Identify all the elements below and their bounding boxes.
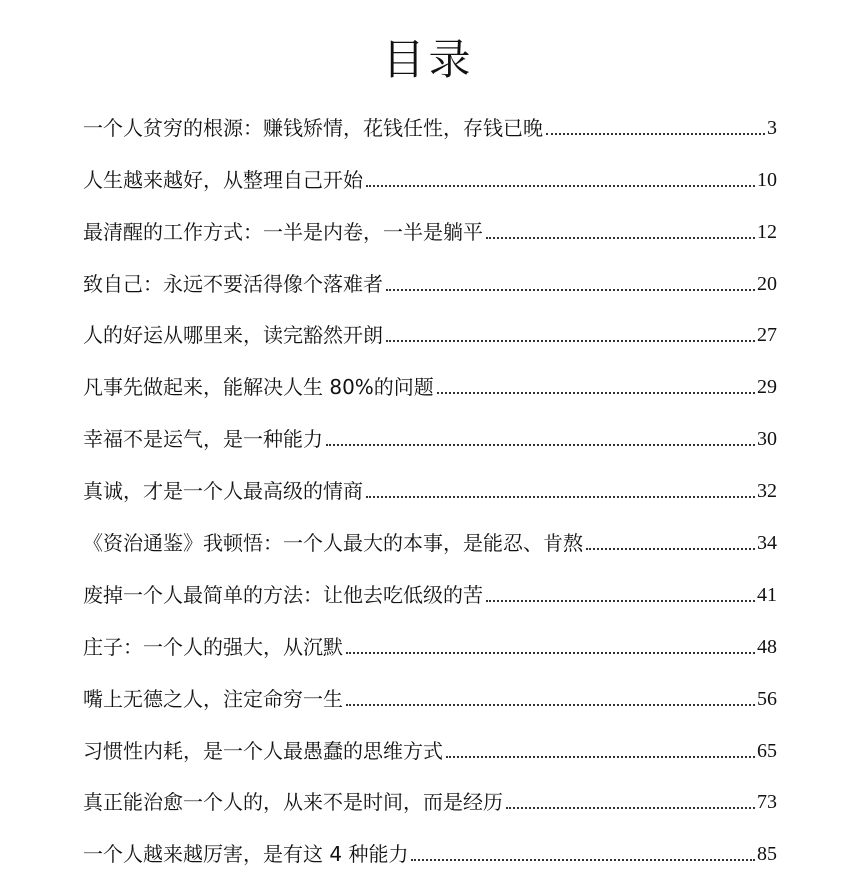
dot-leader [346,652,755,654]
toc-entry-title: 一个人贫穷的根源：赚钱矫情，花钱任性，存钱已晚 [83,115,543,140]
toc-entry-title: 人的好运从哪里来，读完豁然开朗 [83,323,383,348]
toc-entry[interactable] [83,206,777,258]
toc-entry-page: 34 [757,532,777,555]
toc-entry-page: 27 [757,324,777,347]
dot-leader [437,392,755,394]
toc-entry[interactable] [83,828,777,880]
toc-entry-title: 《资治通鉴》我顿悟：一个人最大的本事，是能忍、肯熬 [83,531,583,556]
toc-entry-title: 习惯性内耗，是一个人最愚蠢的思维方式 [83,738,443,763]
toc-entry-page: 20 [757,272,777,295]
toc-entry-page: 56 [757,687,777,710]
toc-entry[interactable] [83,154,777,206]
dot-leader [486,600,755,602]
toc-entry-page: 41 [757,583,777,606]
toc-entry-page: 10 [757,168,777,191]
toc-entry-title: 真诚，才是一个人最高级的情商 [83,479,363,504]
dot-leader [326,444,755,446]
toc-entry[interactable] [83,465,777,517]
dot-leader [546,133,765,135]
toc-entry-page: 29 [757,376,777,399]
toc-entry-page: 73 [757,791,777,814]
toc-entry-title: 一个人越来越厉害，是有这 4 种能力 [83,842,409,867]
toc-entry-title: 幸福不是运气，是一种能力 [83,427,323,452]
toc-entry[interactable] [83,621,777,673]
toc-entry[interactable] [83,517,777,569]
toc-entry[interactable] [83,569,777,621]
table-of-contents [83,102,777,880]
toc-entry[interactable] [83,777,777,829]
toc-entry[interactable] [83,102,777,154]
toc-entry-title: 凡事先做起来，能解决人生 80%的问题 [83,375,434,400]
dot-leader [486,237,755,239]
dot-leader [386,340,755,342]
dot-leader [346,704,755,706]
toc-entry-page: 30 [757,428,777,451]
toc-entry[interactable] [83,310,777,362]
toc-title: 目录 [382,35,475,84]
toc-entry-page: 65 [757,739,777,762]
toc-entry-title: 庄子：一个人的强大，从沉默 [83,634,343,659]
toc-entry[interactable] [83,258,777,310]
toc-entry-title: 最清醒的工作方式：一半是内卷，一半是躺平 [83,219,483,244]
toc-entry[interactable] [83,361,777,413]
toc-entry[interactable] [83,725,777,777]
dot-leader [446,756,755,758]
toc-entry-title: 真正能治愈一个人的，从来不是时间，而是经历 [83,790,503,815]
dot-leader [506,807,755,809]
dot-leader [411,859,755,861]
toc-entry-title: 致自己：永远不要活得像个落难者 [83,271,383,296]
toc-entry-title: 人生越来越好，从整理自己开始 [83,167,363,192]
toc-entry[interactable] [83,413,777,465]
toc-entry-page: 3 [767,116,777,139]
toc-entry-page: 85 [757,843,777,866]
toc-entry-title: 嘴上无德之人，注定命穷一生 [83,686,343,711]
toc-entry-page: 12 [757,220,777,243]
toc-entry-page: 48 [757,635,777,658]
toc-entry-title: 废掉一个人最简单的方法：让他去吃低级的苦 [83,582,483,607]
toc-entry-page: 32 [757,480,777,503]
dot-leader [366,185,755,187]
dot-leader [366,496,755,498]
dot-leader [586,548,755,550]
toc-entry[interactable] [83,673,777,725]
dot-leader [386,289,755,291]
